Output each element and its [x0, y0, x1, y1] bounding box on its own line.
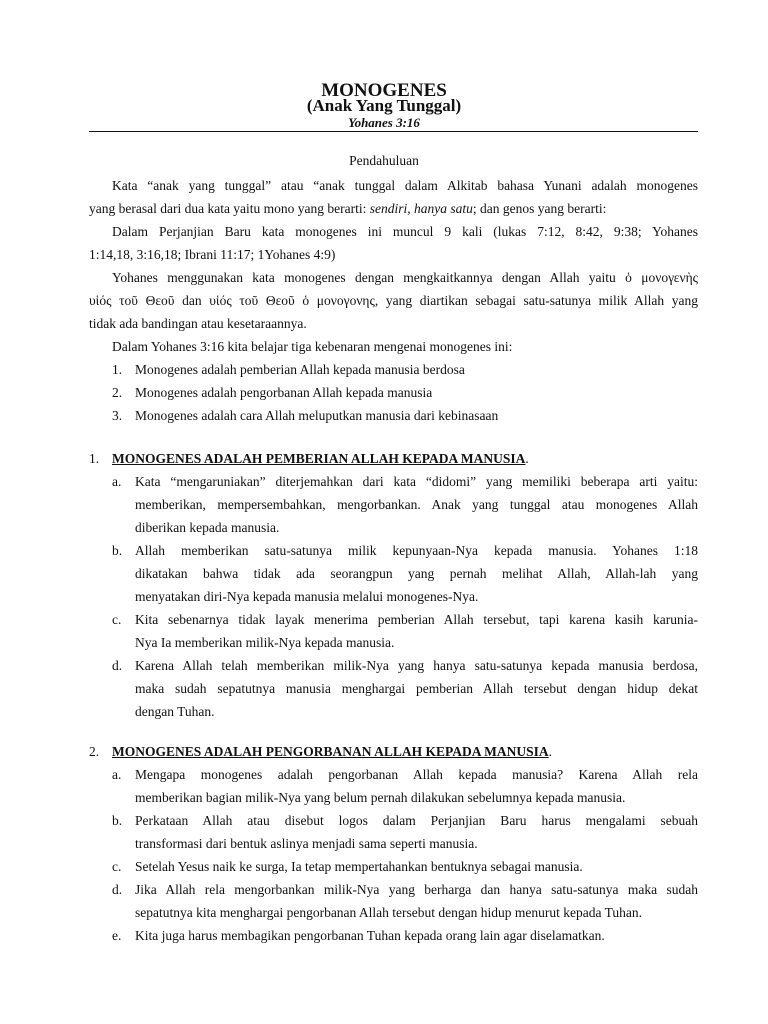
section-2-item-b-line-1: Perkataan Allah atau disebut logos dalam Perjanjian Baru harus mengalami sebuah: [135, 813, 698, 828]
intro-list-number: 2.: [112, 385, 123, 400]
item-letter: a.: [112, 767, 122, 782]
intro-heading: Pendahuluan: [349, 153, 419, 168]
section-1-item-d-line-3: dengan Tuhan.: [135, 704, 215, 719]
intro-paragraph-3-line-3: tidak ada bandingan atau kesetaraannya.: [89, 316, 307, 331]
section-2-item-b-line-2: transformasi dari bentuk aslinya menjadi sama seperti manusia.: [135, 836, 478, 851]
item-letter: a.: [112, 474, 122, 489]
section-2-item-a-line-1: Mengapa monogenes adalah pengorbanan Allah kepada manusia? Karena Allah rela: [135, 767, 698, 782]
section-2-item-e-line-1: Kita juga harus membagikan pengorbanan Tuhan kepada orang lain agar diselamatkan.: [135, 928, 605, 943]
intro-paragraph-2-line-1: Dalam Perjanjian Baru kata monogenes ini muncul 9 kali (lukas 7:12, 8:42, 9:38; Yohanes: [112, 224, 698, 239]
section-1-item-d-line-2: maka sudah sepatutnya manusia menghargai pemberian Allah tersebut dengan hidup dekat: [135, 681, 698, 696]
section-1-item-b-line-3: menyatakan diri-Nya kepada manusia melalui monogenes-Nya.: [135, 589, 479, 604]
scripture-reference: Yohanes 3:16: [348, 115, 420, 130]
item-letter: b.: [112, 813, 123, 828]
section-2-item-c-line-1: Setelah Yesus naik ke surga, Ia tetap mempertahankan bentuknya sebagai manusia.: [135, 859, 583, 874]
section-2-title: MONOGENES ADALAH PENGORBANAN ALLAH KEPADA MANUSIA: [112, 744, 549, 759]
section-1-item-a-line-3: diberikan kepada manusia.: [135, 520, 280, 535]
section-2-period: .: [548, 744, 553, 759]
section-2-heading: [112, 743, 552, 761]
intro-paragraph-3-line-1: Yohanes menggunakan kata monogenes dengan mengkaitkannya dengan Allah yaitu ὁ μονογενὴς: [112, 270, 698, 285]
emphasis-text: sendiri, hanya satu: [369, 201, 473, 216]
item-letter: c.: [112, 859, 122, 874]
section-2-number: 2.: [89, 744, 100, 759]
section-1-item-a-line-2: memberikan, mempersembahkan, mengorbankan. Anak yang tunggal atau monogenes Allah: [135, 497, 698, 512]
section-1-item-a-line-1: Kata “mengaruniakan” diterjemahkan dari kata “didomi” yang memiliki beberapa arti yaitu:: [135, 474, 698, 489]
intro-list-item: Monogenes adalah pemberian Allah kepada manusia berdosa: [135, 362, 465, 377]
intro-list-item: Monogenes adalah pengorbanan Allah kepada manusia: [135, 385, 433, 400]
section-2-item-d-line-2: sepatutnya kita menghargai pengorbanan Allah tersebut dengan hidup menurut kepada Tuhan.: [135, 905, 643, 920]
document-title: MONOGENES: [321, 80, 447, 101]
intro-paragraph-4-line-1: Dalam Yohanes 3:16 kita belajar tiga kebenaran mengenai monogenes ini:: [112, 339, 513, 354]
section-1-item-d-line-1: Karena Allah telah memberikan milik-Nya yang hanya satu-satunya kepada manusia berdosa,: [135, 658, 698, 673]
document-subtitle: (Anak Yang Tunggal): [306, 96, 462, 115]
section-2-item-a-line-2: memberikan bagian milik-Nya yang belum pernah dilakukan sebelumnya kepada manusia.: [135, 790, 626, 805]
item-letter: d.: [112, 882, 123, 897]
section-1-item-c-line-1: Kita sebenarnya tidak layak menerima pemberian Allah tersebut, tapi karena kasih karunia-: [135, 612, 698, 627]
title-divider: [89, 131, 698, 132]
intro-paragraph-2-line-2: 1:14,18, 3:16,18; Ibrani 11:17; 1Yohanes 4:9): [89, 247, 336, 262]
item-letter: c.: [112, 612, 122, 627]
intro-paragraph-1-line-1: Kata “anak yang tunggal” atau “anak tunggal dalam Alkitab bahasa Yunani adalah monogenes: [112, 178, 698, 193]
intro-paragraph-3-line-2: υἱός τοῦ Θεοῦ dan υἱός τοῦ Θεοῦ ὁ μονογονης, yang diartikan sebagai satu-satunya milik Allah yang: [89, 293, 698, 308]
section-1-item-b-line-2: dikatakan bahwa tidak ada seorangpun yang pernah melihat Allah, Allah-lah yang: [135, 566, 698, 581]
intro-list-number: 3.: [112, 408, 123, 423]
section-1-heading: [112, 450, 529, 468]
section-2-item-d-line-1: Jika Allah rela mengorbankan milik-Nya yang berharga dan hanya satu-satunya maka sudah: [135, 882, 698, 897]
text-run: yang berasal dari dua kata yaitu mono yang berarti:: [89, 201, 370, 216]
section-1-number: 1.: [89, 451, 100, 466]
intro-list-number: 1.: [112, 362, 123, 377]
item-letter: b.: [112, 543, 123, 558]
text-run: ; dan genos yang berarti:: [472, 201, 607, 216]
section-1-title: MONOGENES ADALAH PEMBERIAN ALLAH KEPADA MANUSIA: [112, 451, 526, 466]
section-1-item-b-line-1: Allah memberikan satu-satunya milik kepunyaan-Nya kepada manusia. Yohanes 1:18: [135, 543, 698, 558]
intro-list-item: Monogenes adalah cara Allah meluputkan manusia dari kebinasaan: [135, 408, 499, 423]
item-letter: d.: [112, 658, 123, 673]
item-letter: e.: [112, 928, 122, 943]
section-1-item-c-line-2: Nya Ia memberikan milik-Nya kepada manusia.: [135, 635, 395, 650]
intro-paragraph-1-line-2: [89, 200, 606, 218]
section-1-period: .: [525, 451, 529, 466]
